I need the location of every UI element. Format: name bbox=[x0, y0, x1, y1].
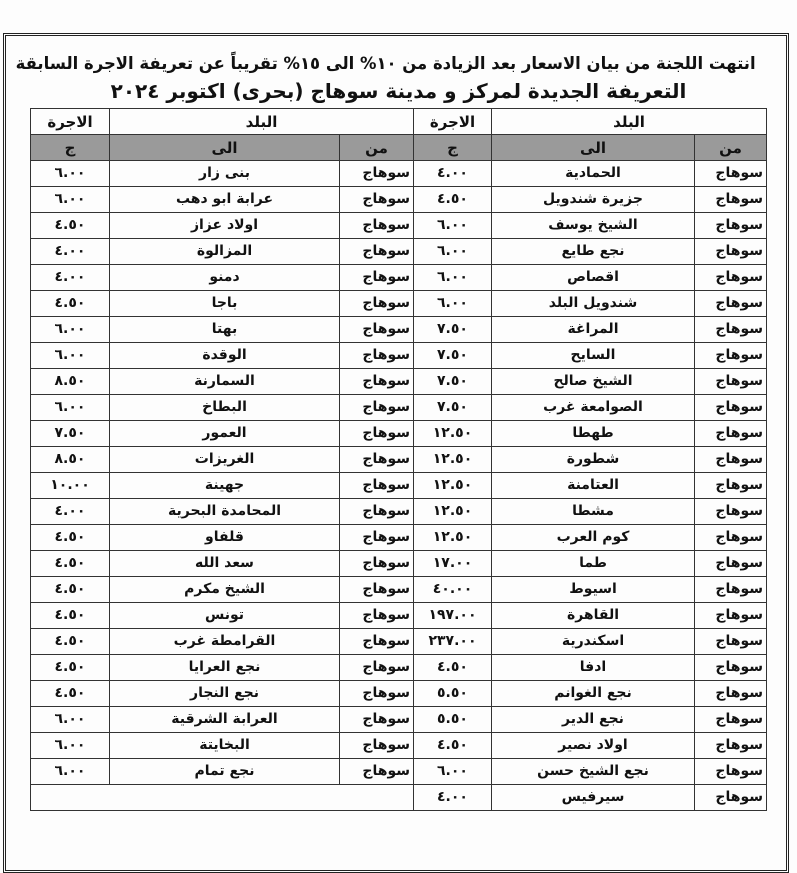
to-cell: الشيخ يوسف bbox=[492, 213, 695, 239]
fare-cell: ٤.٥٠ bbox=[414, 187, 492, 213]
fare-cell: ٧.٥٠ bbox=[414, 395, 492, 421]
to-cell: المزالوة bbox=[110, 239, 340, 265]
to-cell: الصوامعة غرب bbox=[492, 395, 695, 421]
to-cell: سعد الله bbox=[110, 551, 340, 577]
to-cell: اقصاص bbox=[492, 265, 695, 291]
fare-cell: ٤.٠٠ bbox=[31, 499, 110, 525]
fare-cell: ٧.٥٠ bbox=[414, 369, 492, 395]
table-row bbox=[31, 499, 767, 525]
from-cell: سوهاج bbox=[340, 655, 414, 681]
from-cell: سوهاج bbox=[340, 421, 414, 447]
title-line bbox=[29, 79, 769, 104]
table-row bbox=[31, 395, 767, 421]
to-cell: الشيخ صالح bbox=[492, 369, 695, 395]
to-cell: الغريزات bbox=[110, 447, 340, 473]
to-cell: اولاد نصير bbox=[492, 733, 695, 759]
to-cell: سيرفيس bbox=[492, 785, 695, 811]
from-cell: سوهاج bbox=[695, 343, 767, 369]
currency-header-2: ج bbox=[31, 135, 110, 161]
from-cell: سوهاج bbox=[695, 369, 767, 395]
fare-cell: ٨.٥٠ bbox=[31, 369, 110, 395]
from-cell: سوهاج bbox=[695, 317, 767, 343]
fare-cell: ٤.٠٠ bbox=[414, 161, 492, 187]
from-cell: سوهاج bbox=[340, 499, 414, 525]
table-row bbox=[31, 343, 767, 369]
table-row bbox=[31, 785, 767, 811]
fare-cell: ١٢.٥٠ bbox=[414, 421, 492, 447]
table-row bbox=[31, 291, 767, 317]
from-cell: سوهاج bbox=[695, 447, 767, 473]
fare-cell: ٧.٥٠ bbox=[414, 317, 492, 343]
to-header-2: الى bbox=[110, 135, 340, 161]
fare-cell: ١٢.٥٠ bbox=[414, 447, 492, 473]
fare-cell: ١٠.٠٠ bbox=[31, 473, 110, 499]
intro-line bbox=[15, 54, 769, 75]
table-row bbox=[31, 655, 767, 681]
table-row bbox=[31, 759, 767, 785]
fare-cell: ١٢.٥٠ bbox=[414, 525, 492, 551]
page-title: التعريفة الجديدة لمركز و مدينة سوهاج (بحرى) اكتوبر ٢٠٢٤ bbox=[110, 79, 687, 104]
from-cell: سوهاج bbox=[695, 655, 767, 681]
to-cell: العرابة الشرقية bbox=[110, 707, 340, 733]
from-cell: سوهاج bbox=[695, 681, 767, 707]
fare-cell: ٦.٠٠ bbox=[31, 343, 110, 369]
from-cell: سوهاج bbox=[695, 395, 767, 421]
to-cell: اسكندرية bbox=[492, 629, 695, 655]
fare-cell: ٢٣٧.٠٠ bbox=[414, 629, 492, 655]
from-cell: سوهاج bbox=[695, 525, 767, 551]
fare-cell: ٦.٠٠ bbox=[414, 239, 492, 265]
fare-cell: ٤.٠٠ bbox=[414, 785, 492, 811]
from-cell: سوهاج bbox=[340, 369, 414, 395]
to-cell: جهينة bbox=[110, 473, 340, 499]
to-cell: السايح bbox=[492, 343, 695, 369]
to-cell: نجع العرايا bbox=[110, 655, 340, 681]
fare-cell: ٥.٥٠ bbox=[414, 681, 492, 707]
to-cell: الحمادية bbox=[492, 161, 695, 187]
to-cell: العتامنة bbox=[492, 473, 695, 499]
fare-cell: ١٢.٥٠ bbox=[414, 473, 492, 499]
fare-cell: ٤.٥٠ bbox=[31, 681, 110, 707]
intro-text: انتهت اللجنة من بيان الاسعار بعد الزيادة من ١٠% الى ١٥% تقريباً عن تعريفة الاجرة السابقة bbox=[15, 54, 756, 74]
from-cell: سوهاج bbox=[695, 759, 767, 785]
table-row bbox=[31, 525, 767, 551]
from-cell: سوهاج bbox=[340, 707, 414, 733]
from-cell: سوهاج bbox=[340, 343, 414, 369]
place-header-2: البلد bbox=[110, 109, 414, 135]
table-row bbox=[31, 733, 767, 759]
to-cell: الشيخ مكرم bbox=[110, 577, 340, 603]
from-cell: سوهاج bbox=[340, 577, 414, 603]
from-cell: سوهاج bbox=[340, 161, 414, 187]
table-row bbox=[31, 551, 767, 577]
from-cell: سوهاج bbox=[695, 707, 767, 733]
from-cell: سوهاج bbox=[695, 473, 767, 499]
from-cell: سوهاج bbox=[340, 239, 414, 265]
to-cell: عرابة ابو دهب bbox=[110, 187, 340, 213]
fare-cell: ١٩٧.٠٠ bbox=[414, 603, 492, 629]
fare-cell: ٦.٠٠ bbox=[31, 733, 110, 759]
to-cell: تونس bbox=[110, 603, 340, 629]
from-cell: سوهاج bbox=[695, 499, 767, 525]
table-row bbox=[31, 213, 767, 239]
fare-cell: ٦.٠٠ bbox=[31, 161, 110, 187]
fare-cell: ٦.٠٠ bbox=[31, 317, 110, 343]
to-cell: شطورة bbox=[492, 447, 695, 473]
fare-cell: ٤.٥٠ bbox=[31, 603, 110, 629]
fare-cell: ٤٠.٠٠ bbox=[414, 577, 492, 603]
fare-cell: ١٧.٠٠ bbox=[414, 551, 492, 577]
table-row bbox=[31, 447, 767, 473]
table-row bbox=[31, 421, 767, 447]
to-cell: كوم العرب bbox=[492, 525, 695, 551]
fare-cell: ٤.٥٠ bbox=[31, 551, 110, 577]
fare-header-1: الاجرة bbox=[414, 109, 492, 135]
from-cell: سوهاج bbox=[340, 473, 414, 499]
fare-cell: ٦.٠٠ bbox=[414, 291, 492, 317]
to-header-1: الى bbox=[492, 135, 695, 161]
table-row bbox=[31, 707, 767, 733]
to-cell: بنى زار bbox=[110, 161, 340, 187]
from-cell: سوهاج bbox=[340, 759, 414, 785]
to-cell: نجع الدير bbox=[492, 707, 695, 733]
fare-cell: ٦.٠٠ bbox=[31, 187, 110, 213]
from-cell: سوهاج bbox=[695, 733, 767, 759]
from-cell: سوهاج bbox=[340, 187, 414, 213]
to-cell: الوقدة bbox=[110, 343, 340, 369]
fare-cell: ٧.٥٠ bbox=[31, 421, 110, 447]
to-cell: السمارنة bbox=[110, 369, 340, 395]
to-cell: ادفا bbox=[492, 655, 695, 681]
to-cell: شندويل البلد bbox=[492, 291, 695, 317]
place-header-1: البلد bbox=[492, 109, 767, 135]
table-row bbox=[31, 473, 767, 499]
fare-cell: ٤.٥٠ bbox=[31, 291, 110, 317]
table-row bbox=[31, 681, 767, 707]
to-cell: مشطا bbox=[492, 499, 695, 525]
to-cell: اولاد عزاز bbox=[110, 213, 340, 239]
from-cell: سوهاج bbox=[695, 629, 767, 655]
from-cell: سوهاج bbox=[340, 265, 414, 291]
from-cell: سوهاج bbox=[695, 239, 767, 265]
fare-cell: ٦.٠٠ bbox=[414, 265, 492, 291]
fare-cell: ٦.٠٠ bbox=[31, 759, 110, 785]
fare-cell: ٤.٥٠ bbox=[31, 525, 110, 551]
fare-cell: ٤.٥٠ bbox=[414, 655, 492, 681]
fare-table bbox=[30, 108, 767, 811]
fare-cell: ٤.٥٠ bbox=[31, 577, 110, 603]
to-cell: قلفاو bbox=[110, 525, 340, 551]
to-cell: اسيوط bbox=[492, 577, 695, 603]
to-cell: بهتا bbox=[110, 317, 340, 343]
from-cell: سوهاج bbox=[695, 161, 767, 187]
to-cell: البخايتة bbox=[110, 733, 340, 759]
from-header-1: من bbox=[695, 135, 767, 161]
from-cell: سوهاج bbox=[695, 577, 767, 603]
fare-cell: ٦.٠٠ bbox=[414, 213, 492, 239]
to-cell: طهطا bbox=[492, 421, 695, 447]
to-cell: باجا bbox=[110, 291, 340, 317]
fare-cell: ٤.٠٠ bbox=[31, 265, 110, 291]
to-cell: دمنو bbox=[110, 265, 340, 291]
fare-cell: ٨.٥٠ bbox=[31, 447, 110, 473]
currency-header-1: ج bbox=[414, 135, 492, 161]
from-cell: سوهاج bbox=[695, 421, 767, 447]
from-cell: سوهاج bbox=[695, 603, 767, 629]
to-cell: طما bbox=[492, 551, 695, 577]
to-cell: البطاخ bbox=[110, 395, 340, 421]
fare-cell: ٤.٥٠ bbox=[31, 655, 110, 681]
from-cell: سوهاج bbox=[340, 213, 414, 239]
from-cell: سوهاج bbox=[340, 317, 414, 343]
fare-cell: ٤.٥٠ bbox=[414, 733, 492, 759]
from-cell: سوهاج bbox=[340, 603, 414, 629]
table-row bbox=[31, 317, 767, 343]
fare-cell: ٧.٥٠ bbox=[414, 343, 492, 369]
to-cell: المراغة bbox=[492, 317, 695, 343]
table-row bbox=[31, 187, 767, 213]
empty-cell bbox=[31, 785, 414, 811]
table-row bbox=[31, 161, 767, 187]
from-cell: سوهاج bbox=[695, 291, 767, 317]
table-row bbox=[31, 265, 767, 291]
from-cell: سوهاج bbox=[340, 629, 414, 655]
from-cell: سوهاج bbox=[695, 213, 767, 239]
to-cell: نجع الشيخ حسن bbox=[492, 759, 695, 785]
to-cell: نجع طايع bbox=[492, 239, 695, 265]
table-row bbox=[31, 629, 767, 655]
to-cell: نجع النجار bbox=[110, 681, 340, 707]
fare-cell: ٤.٥٠ bbox=[31, 213, 110, 239]
table-row bbox=[31, 239, 767, 265]
fare-cell: ١٢.٥٠ bbox=[414, 499, 492, 525]
from-cell: سوهاج bbox=[695, 785, 767, 811]
to-cell: القرامطة غرب bbox=[110, 629, 340, 655]
fare-cell: ٤.٠٠ bbox=[31, 239, 110, 265]
to-cell: العمور bbox=[110, 421, 340, 447]
from-cell: سوهاج bbox=[340, 525, 414, 551]
from-cell: سوهاج bbox=[340, 291, 414, 317]
fare-cell: ٤.٥٠ bbox=[31, 629, 110, 655]
to-cell: نجع تمام bbox=[110, 759, 340, 785]
fare-cell: ٦.٠٠ bbox=[414, 759, 492, 785]
from-cell: سوهاج bbox=[695, 187, 767, 213]
table-row bbox=[31, 577, 767, 603]
table-row bbox=[31, 369, 767, 395]
from-header-2: من bbox=[340, 135, 414, 161]
from-cell: سوهاج bbox=[340, 733, 414, 759]
from-cell: سوهاج bbox=[340, 681, 414, 707]
from-cell: سوهاج bbox=[695, 551, 767, 577]
from-cell: سوهاج bbox=[340, 551, 414, 577]
table-row bbox=[31, 603, 767, 629]
from-cell: سوهاج bbox=[340, 395, 414, 421]
from-cell: سوهاج bbox=[340, 447, 414, 473]
to-cell: نجع الغوانم bbox=[492, 681, 695, 707]
fare-cell: ٦.٠٠ bbox=[31, 707, 110, 733]
to-cell: القاهرة bbox=[492, 603, 695, 629]
fare-cell: ٥.٥٠ bbox=[414, 707, 492, 733]
fare-cell: ٦.٠٠ bbox=[31, 395, 110, 421]
to-cell: المحامدة البحرية bbox=[110, 499, 340, 525]
from-cell: سوهاج bbox=[695, 265, 767, 291]
to-cell: جزيرة شندويل bbox=[492, 187, 695, 213]
fare-header-2: الاجرة bbox=[31, 109, 110, 135]
